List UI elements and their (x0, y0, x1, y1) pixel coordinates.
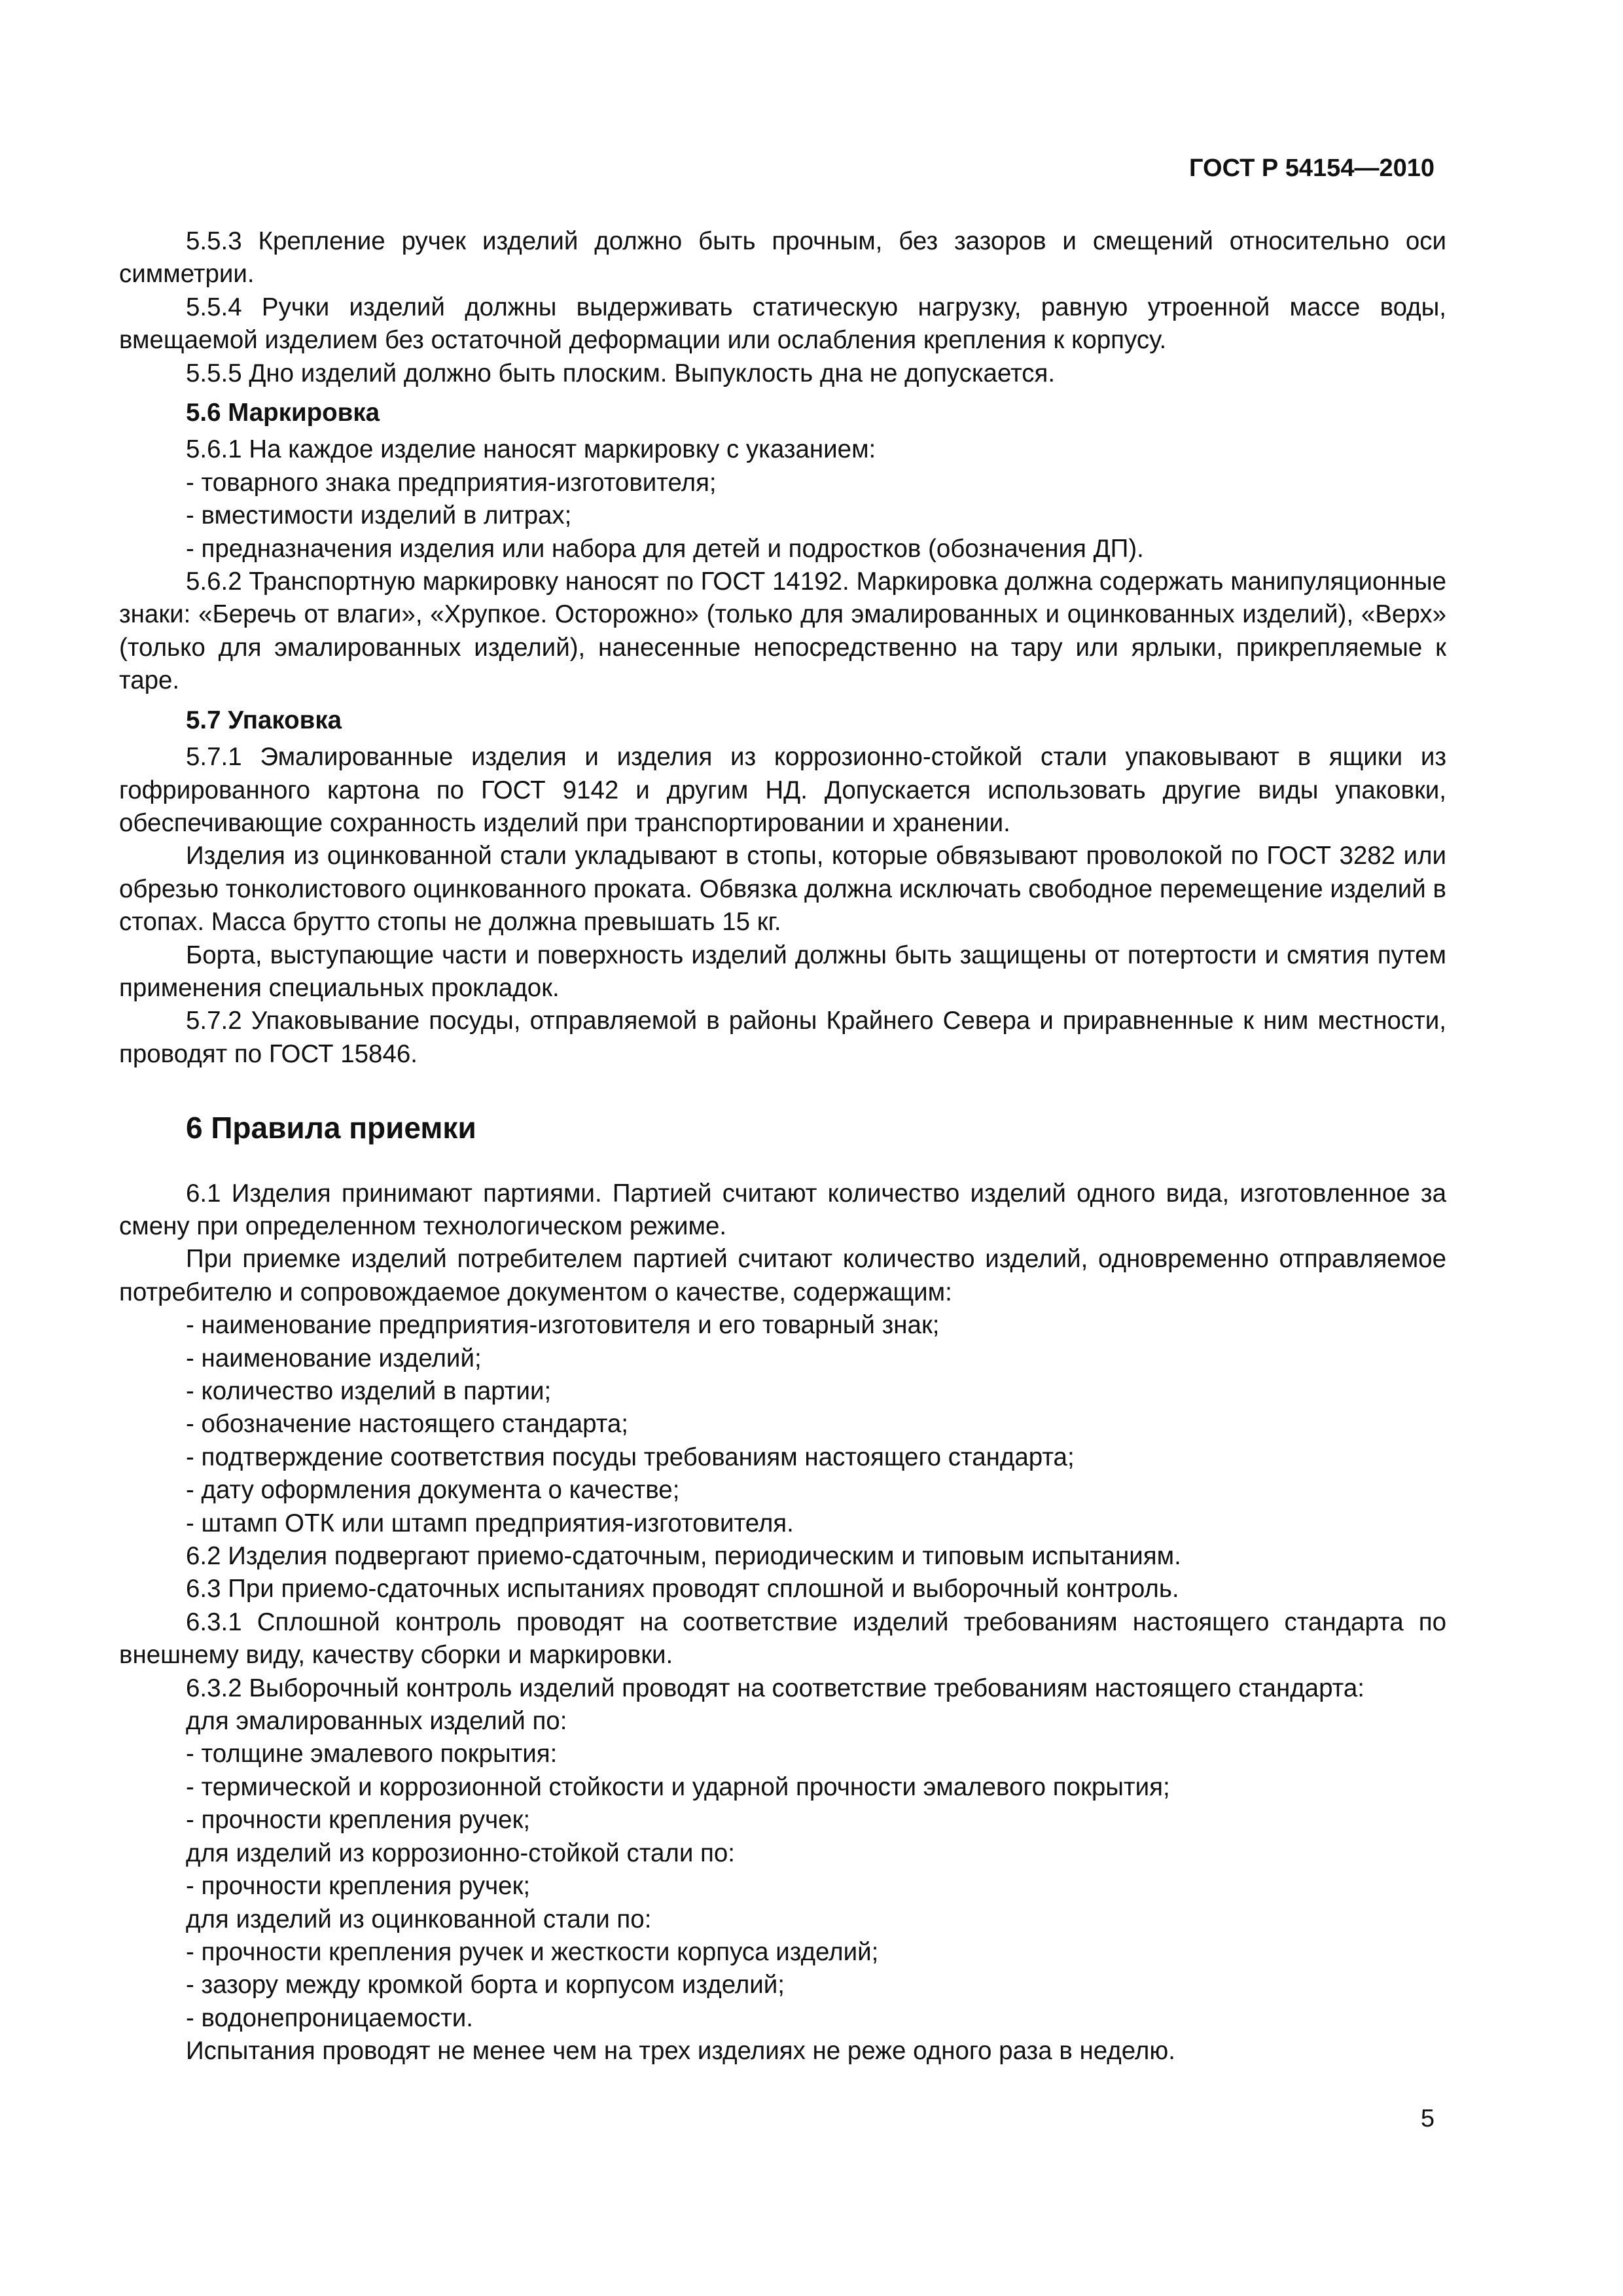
clause-6-1: 6.1 Изделия принимают партиями. Партией считают количество изделий одного вида, изготовленное за смену при определенном технологическом режиме. (119, 1179, 1446, 1240)
list-item: - дату оформления документа о качестве; (186, 1476, 680, 1505)
clause-5-7-1-protection: Борта, выступающие части и поверхность изделий должны быть защищены от потертости и смятия путем применения специальных прокладок. (119, 941, 1446, 1002)
clause-6-2: 6.2 Изделия подвергают приемо-сдаточным, периодическим и типовым испытаниям. (186, 1542, 1181, 1571)
list-item: - подтверждение соответствия посуды требованиям настоящего стандарта; (186, 1443, 1075, 1471)
list-item: - наименование предприятия-изготовителя и его товарный знак; (186, 1311, 940, 1340)
list-item: - наименование изделий; (186, 1344, 482, 1372)
list-item: - термической и коррозионной стойкости и ударной прочности эмалевого покрытия; (186, 1772, 1170, 1801)
list-item: - прочности крепления ручек; (186, 1872, 531, 1901)
section-6-title: 6 Правила приемки (186, 1111, 476, 1145)
document-body (119, 225, 1446, 2068)
clause-5-6-2: 5.6.2 Транспортную маркировку наносят по ГОСТ 14192. Маркировка должна содержать манипуляционные знаки: «Беречь от влаги», «Хрупкое. Осторожно» (только для эмалированных и оцинкованных изделий), «Верх» (только для эмалированных изделий), нанесенные непосредственно на тару или ярлыки, прикрепляемые к таре. (119, 567, 1446, 695)
list-item: - водонепроницаемости. (186, 2003, 473, 2032)
page-number: 5 (1420, 2105, 1435, 2132)
list-item: - прочности крепления ручек; (186, 1806, 531, 1835)
list-item: - предназначения изделия или набора для детей и подростков (обозначения ДП). (186, 534, 1144, 563)
list-item: - зазору между кромкой борта и корпусом изделий; (186, 1971, 785, 2000)
clause-5-7-2: 5.7.2 Упаковывание посуды, отправляемой в районы Крайнего Севера и приравненные к ним местности, проводят по ГОСТ 15846. (119, 1007, 1446, 1068)
clause-5-7-1-zinc: Изделия из оцинкованной стали укладывают в стопы, которые обвязывают проволокой по ГОСТ 3282 или обрезью тонколистового оцинкованного проката. Обвязка должна исключать свободное перемещение изделий в стопах. Масса брутто стопы не должна превышать 15 кг. (119, 842, 1446, 937)
steel-intro: для изделий из коррозионно-стойкой стали по: (186, 1839, 735, 1867)
enamel-intro: для эмалированных изделий по: (186, 1707, 567, 1736)
list-item: - обозначение настоящего стандарта; (186, 1410, 629, 1439)
clause-5-5-5: 5.5.5 Дно изделий должно быть плоским. Выпуклость дна не допускается. (186, 359, 1056, 387)
clause-5-5-3: 5.5.3 Крепление ручек изделий должно быть прочным, без зазоров и смещений относительно оси симметрии. (119, 227, 1446, 289)
subsection-5-6-title: 5.6 Маркировка (186, 399, 380, 427)
list-item: - количество изделий в партии; (186, 1377, 552, 1405)
clause-5-7-1: 5.7.1 Эмалированные изделия и изделия из коррозионно-стойкой стали упаковывают в ящики из гофрированного картона по ГОСТ 9142 и другим НД. Допускается использовать другие виды упаковки, обеспечивающие сохранность изделий при транспортировании и хранении. (119, 743, 1446, 837)
clause-6-3-2: 6.3.2 Выборочный контроль изделий проводят на соответствие требованиям настоящего стандарта: (186, 1674, 1364, 1702)
clause-6-3-1: 6.3.1 Сплошной контроль проводят на соответствие изделий требованиям настоящего стандарта по внешнему виду, качеству сборки и маркировки. (119, 1607, 1446, 1670)
clause-6-3: 6.3 При приемо-сдаточных испытаниях проводят сплошной и выборочный контроль. (186, 1575, 1179, 1604)
clause-5-6-1: 5.6.1 На каждое изделие наносят маркировку с указанием: (186, 435, 876, 464)
list-item: - товарного знака предприятия-изготовителя; (186, 468, 717, 497)
zinc-intro: для изделий из оцинкованной стали по: (186, 1905, 652, 1933)
list-item: - вместимости изделий в литрах; (186, 501, 572, 530)
final-note: Испытания проводят не менее чем на трех изделиях не реже одного раза в неделю. (186, 2037, 1175, 2066)
clause-5-5-4: 5.5.4 Ручки изделий должны выдерживать статическую нагрузку, равную утроенной массе воды, вмещаемой изделием без остаточной деформации или ослабления крепления к корпусу. (119, 293, 1446, 355)
list-item: - прочности крепления ручек и жесткости корпуса изделий; (186, 1937, 879, 1966)
subsection-5-7-title: 5.7 Упаковка (186, 706, 342, 734)
list-item: - толщине эмалевого покрытия: (186, 1740, 558, 1768)
list-item: - штамп ОТК или штамп предприятия-изготовителя. (186, 1509, 794, 1537)
clause-6-1-consumer: При приемке изделий потребителем партией считают количество изделий, одновременно отправляемое потребителю и сопровождаемое документом о качестве, содержащим: (119, 1245, 1446, 1306)
document-code-header: ГОСТ Р 54154—2010 (1189, 154, 1435, 182)
